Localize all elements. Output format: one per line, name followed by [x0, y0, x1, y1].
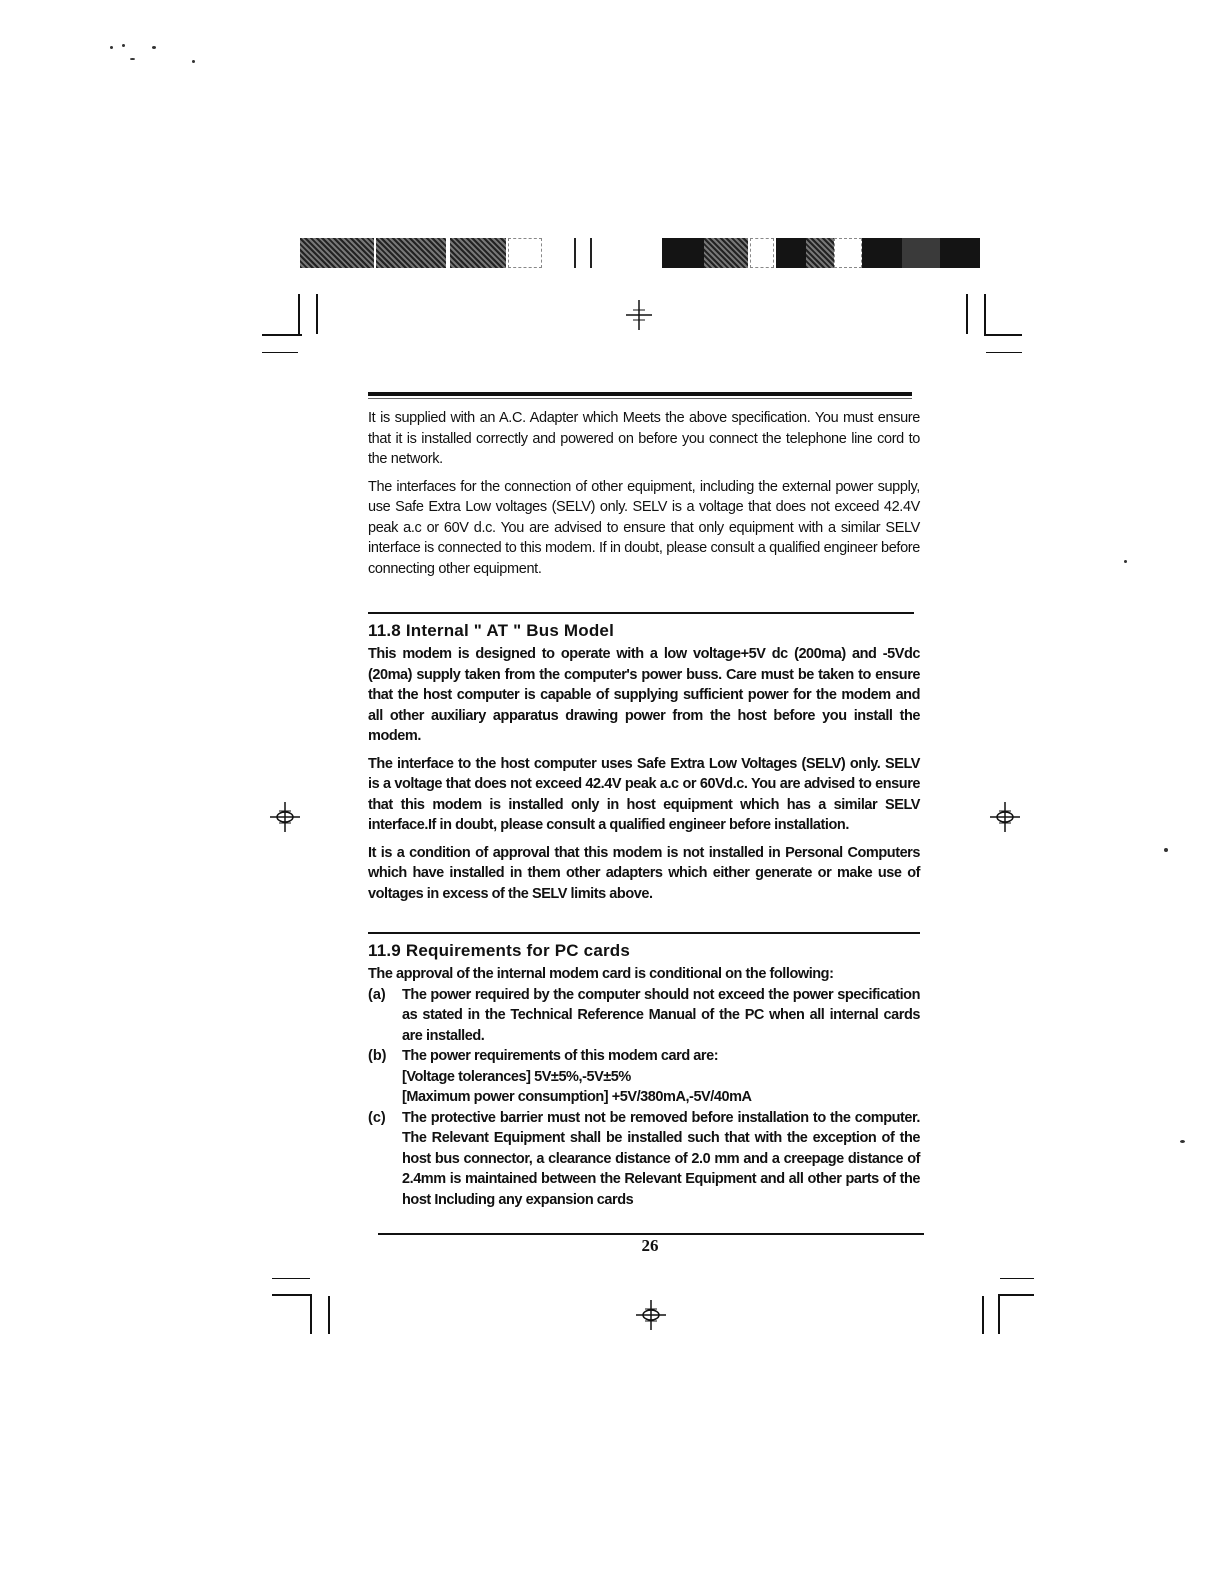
paragraph: It is a condition of approval that this modem is not installed in Personal Computers which have installed in them other adapters which either generate or make use of voltages in excess of the SELV limits above.: [368, 844, 920, 902]
crop-mark-icon: [984, 294, 986, 336]
crop-mark-icon: [328, 1296, 330, 1334]
crop-mark-icon: [272, 1294, 312, 1296]
crop-mark-icon: [966, 294, 968, 334]
registration-mark-icon: [268, 800, 302, 834]
section-rule: [368, 612, 914, 614]
registration-mark-icon: [634, 1298, 668, 1332]
list-marker: (b): [368, 1048, 387, 1064]
speck: [130, 58, 135, 60]
section-11-9: [368, 940, 920, 1210]
list-item: [368, 1046, 920, 1108]
crop-mark-icon: [298, 294, 300, 336]
speck: [1164, 848, 1168, 852]
top-rule-thin: [368, 398, 912, 399]
section-11-8: [368, 620, 920, 904]
list-item: [368, 985, 920, 1047]
speck: [152, 46, 156, 49]
crop-mark-icon: [1000, 1278, 1034, 1279]
list-text: The power requirements of this modem card are:: [402, 1048, 719, 1064]
list-text: [Maximum power consumption] +5V/380mA,-5V/40mA: [402, 1089, 752, 1105]
registration-mark-icon: [988, 800, 1022, 834]
speck: [192, 60, 195, 63]
crop-mark-icon: [316, 294, 318, 334]
crop-mark-icon: [262, 352, 298, 353]
bottom-rule: [378, 1233, 924, 1235]
speck: [1180, 1140, 1185, 1143]
registration-mark-icon: [622, 298, 656, 332]
speck: [110, 46, 113, 49]
list-text: The protective barrier must not be removed before installation to the computer. The Relevant Equipment shall be installed such that with the exception of the host bus connector, a clearance distance of 2.0 mm and a creepage distance of 2.4mm is maintained between the Relevant Equipment and all other parts of the host Including any expansion cards: [402, 1109, 920, 1208]
crop-mark-icon: [984, 334, 1022, 336]
top-rule: [368, 392, 912, 396]
crop-mark-icon: [986, 352, 1022, 353]
section-rule: [368, 932, 920, 934]
speck: [1124, 560, 1127, 563]
paragraph: The interfaces for the connection of other equipment, including the external power supply, use Safe Extra Low voltages (SELV) only. SELV is a voltage that does not exceed 42.4V peak a.c or 60V d.c. You are advised to ensure that only equipment with a similar SELV interface is connected to this modem. If in doubt, please consult a qualified engineer before connecting other equipment.: [368, 478, 920, 577]
paragraph: This modem is designed to operate with a low voltage+5V dc (200ma) and -5Vdc (20ma) supply taken from the computer's power buss. Care must be taken to ensure that the host computer is capable of supplying sufficient power for the modem and all other auxiliary apparatus drawing power from the host before you install the modem.: [368, 646, 920, 744]
speck: [122, 44, 125, 47]
section-heading: 11.9 Requirements for PC cards: [368, 941, 631, 960]
paragraph: It is supplied with an A.C. Adapter which Meets the above specification. You must ensure that it is installed correctly and powered on before you connect the telephone line cord to the network.: [368, 410, 920, 467]
crop-mark-icon: [982, 1296, 984, 1334]
crop-mark-icon: [262, 334, 302, 336]
crop-mark-icon: [998, 1294, 1000, 1334]
list-item: [368, 1108, 920, 1211]
page-number: 26: [641, 1236, 659, 1255]
intro-section: [368, 408, 920, 579]
crop-mark-icon: [310, 1294, 312, 1334]
color-bar: [300, 238, 980, 268]
paragraph: The interface to the host computer uses Safe Extra Low Voltages (SELV) only. SELV is a voltage that does not exceed 42.4V peak a.c or 60Vd.c. You are advised to ensure that this modem is installed only in host equipment which has a similar SELV interface.If in doubt, please consult a qualified engineer before installation.: [368, 755, 920, 833]
list-text: [Voltage tolerances] 5V±5%,-5V±5%: [402, 1068, 631, 1085]
list-marker: (a): [368, 986, 386, 1003]
crop-mark-icon: [272, 1278, 310, 1279]
section-heading: 11.8 Internal " AT " Bus Model: [368, 621, 615, 640]
section-intro: The approval of the internal modem card is conditional on the following:: [368, 966, 834, 982]
crop-mark-icon: [998, 1294, 1034, 1296]
list-marker: (c): [368, 1109, 386, 1126]
list-text: The power required by the computer should not exceed the power specification as stated in the Technical Reference Manual of the PC when all internal cards are installed.: [402, 986, 920, 1044]
